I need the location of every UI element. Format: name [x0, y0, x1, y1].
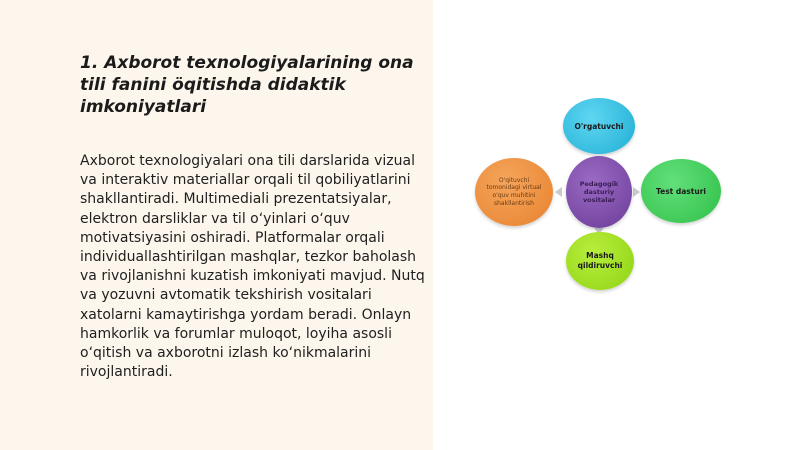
slide-body-text: Axborot texnologiyalari ona tili darslarida vizual va interaktiv materiallar orqali til qobiliyatlarini shakllantiradi. Multimediali prezentatsiyalar, elektron darsliklar va til o‘yinlari o‘quv motivatsiyasini oshiradi. Platformalar orqali individuallashtirilgan mashqlar, tezkor baholash va rivojlanishni kuzatish imkoniyati mavjud. Nutq va yozuvni avtomatik tekshirish vositalari xatolarni kamaytirishga yordam beradi. Onlayn hamkorlik va forumlar muloqot, loyiha asosli o‘qitish va axborotni izlash ko‘nikmalarini rivojlantiradi. — [80, 153, 425, 381]
diagram-node-top — [563, 98, 635, 154]
diagram-node-center-label: Pedagogik dasturiy vositalar — [579, 180, 619, 204]
diagram-node-center — [566, 156, 632, 228]
diagram-node-right-label: Test dasturi — [656, 186, 706, 196]
diagram-node-bottom-label: Mashq qildiruvchi — [577, 251, 623, 270]
arrow-left-icon — [555, 187, 562, 197]
diagram-node-top-label: O'rgatuvchi — [574, 121, 624, 131]
slide-title: 1. Axborot texnologiyalarining ona tili fanini öqitishda didaktik imkoniyatlari — [80, 53, 414, 117]
radial-diagram — [470, 95, 730, 295]
diagram-node-left-label: O'qituvchi tomonidagi virtual o'quv muhitini shakllantirish — [486, 176, 542, 207]
diagram-node-right — [641, 159, 721, 223]
diagram-node-bottom — [566, 232, 634, 290]
arrow-right-icon — [633, 187, 640, 197]
diagram-node-left — [475, 158, 553, 226]
